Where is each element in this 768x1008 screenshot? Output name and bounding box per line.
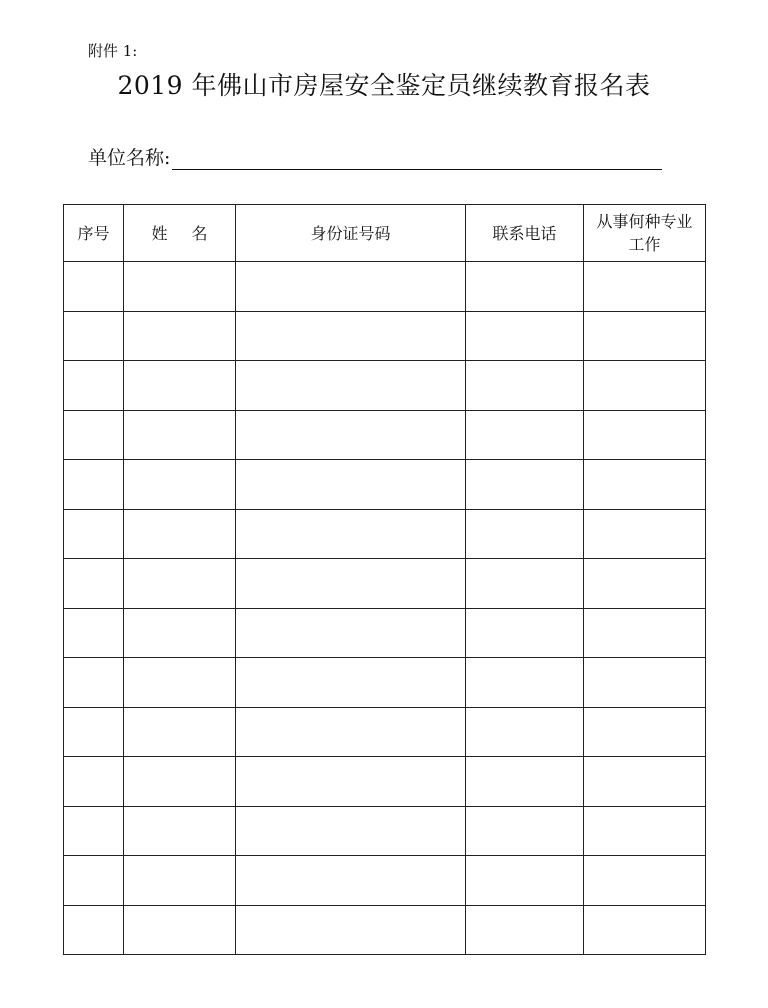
serial-cell[interactable] xyxy=(64,262,124,312)
table-row xyxy=(64,460,706,510)
column-header-profession: 从事何种专业工作 xyxy=(584,205,706,262)
id-number-cell[interactable] xyxy=(236,311,466,361)
serial-cell[interactable] xyxy=(64,707,124,757)
name-cell[interactable] xyxy=(124,509,236,559)
unit-name-field[interactable] xyxy=(172,149,662,170)
id-number-cell[interactable] xyxy=(236,658,466,708)
serial-cell[interactable] xyxy=(64,311,124,361)
name-cell[interactable] xyxy=(124,460,236,510)
id-number-cell[interactable] xyxy=(236,856,466,906)
phone-cell[interactable] xyxy=(466,559,584,609)
serial-cell[interactable] xyxy=(64,460,124,510)
column-header-name: 姓 名 xyxy=(124,205,236,262)
id-number-cell[interactable] xyxy=(236,806,466,856)
registration-table xyxy=(63,204,706,955)
table-row xyxy=(64,410,706,460)
name-cell[interactable] xyxy=(124,856,236,906)
serial-cell[interactable] xyxy=(64,559,124,609)
phone-cell[interactable] xyxy=(466,905,584,955)
id-number-cell[interactable] xyxy=(236,559,466,609)
id-number-cell[interactable] xyxy=(236,509,466,559)
table-row xyxy=(64,559,706,609)
id-number-cell[interactable] xyxy=(236,361,466,411)
profession-cell[interactable] xyxy=(584,608,706,658)
name-cell[interactable] xyxy=(124,905,236,955)
table-row xyxy=(64,509,706,559)
id-number-cell[interactable] xyxy=(236,460,466,510)
serial-cell[interactable] xyxy=(64,509,124,559)
phone-cell[interactable] xyxy=(466,806,584,856)
name-cell[interactable] xyxy=(124,559,236,609)
table-row xyxy=(64,707,706,757)
table-body xyxy=(64,262,706,955)
table-row xyxy=(64,361,706,411)
profession-cell[interactable] xyxy=(584,311,706,361)
id-number-cell[interactable] xyxy=(236,262,466,312)
profession-cell[interactable] xyxy=(584,410,706,460)
phone-cell[interactable] xyxy=(466,757,584,807)
id-number-cell[interactable] xyxy=(236,608,466,658)
table-row xyxy=(64,608,706,658)
table-row xyxy=(64,806,706,856)
id-number-cell[interactable] xyxy=(236,905,466,955)
name-cell[interactable] xyxy=(124,361,236,411)
unit-label: 单位名称: xyxy=(88,147,171,169)
table-row xyxy=(64,262,706,312)
phone-cell[interactable] xyxy=(466,361,584,411)
serial-cell[interactable] xyxy=(64,905,124,955)
profession-cell[interactable] xyxy=(584,905,706,955)
serial-cell[interactable] xyxy=(64,856,124,906)
phone-cell[interactable] xyxy=(466,410,584,460)
profession-cell[interactable] xyxy=(584,806,706,856)
profession-cell[interactable] xyxy=(584,262,706,312)
serial-cell[interactable] xyxy=(64,757,124,807)
phone-cell[interactable] xyxy=(466,460,584,510)
profession-cell[interactable] xyxy=(584,707,706,757)
column-header-phone: 联系电话 xyxy=(466,205,584,262)
name-cell[interactable] xyxy=(124,410,236,460)
profession-cell[interactable] xyxy=(584,460,706,510)
column-header-serial: 序号 xyxy=(64,205,124,262)
table-row xyxy=(64,658,706,708)
phone-cell[interactable] xyxy=(466,658,584,708)
page-title: 2019 年佛山市房屋安全鉴定员继续教育报名表 xyxy=(117,71,651,100)
table-row xyxy=(64,905,706,955)
name-cell[interactable] xyxy=(124,311,236,361)
table-header-row xyxy=(64,205,706,262)
id-number-cell[interactable] xyxy=(236,757,466,807)
serial-cell[interactable] xyxy=(64,608,124,658)
table-row xyxy=(64,311,706,361)
serial-cell[interactable] xyxy=(64,658,124,708)
profession-cell[interactable] xyxy=(584,559,706,609)
profession-cell[interactable] xyxy=(584,856,706,906)
table-row xyxy=(64,856,706,906)
phone-cell[interactable] xyxy=(466,707,584,757)
phone-cell[interactable] xyxy=(466,856,584,906)
name-cell[interactable] xyxy=(124,608,236,658)
column-header-id-number: 身份证号码 xyxy=(236,205,466,262)
serial-cell[interactable] xyxy=(64,806,124,856)
phone-cell[interactable] xyxy=(466,262,584,312)
id-number-cell[interactable] xyxy=(236,707,466,757)
profession-cell[interactable] xyxy=(584,658,706,708)
attachment-label: 附件 1: xyxy=(88,42,138,60)
name-cell[interactable] xyxy=(124,806,236,856)
serial-cell[interactable] xyxy=(64,361,124,411)
phone-cell[interactable] xyxy=(466,608,584,658)
unit-row xyxy=(88,143,662,170)
id-number-cell[interactable] xyxy=(236,410,466,460)
name-cell[interactable] xyxy=(124,262,236,312)
profession-cell[interactable] xyxy=(584,361,706,411)
name-cell[interactable] xyxy=(124,707,236,757)
name-cell[interactable] xyxy=(124,658,236,708)
table-row xyxy=(64,757,706,807)
name-cell[interactable] xyxy=(124,757,236,807)
phone-cell[interactable] xyxy=(466,509,584,559)
phone-cell[interactable] xyxy=(466,311,584,361)
profession-cell[interactable] xyxy=(584,509,706,559)
serial-cell[interactable] xyxy=(64,410,124,460)
profession-cell[interactable] xyxy=(584,757,706,807)
